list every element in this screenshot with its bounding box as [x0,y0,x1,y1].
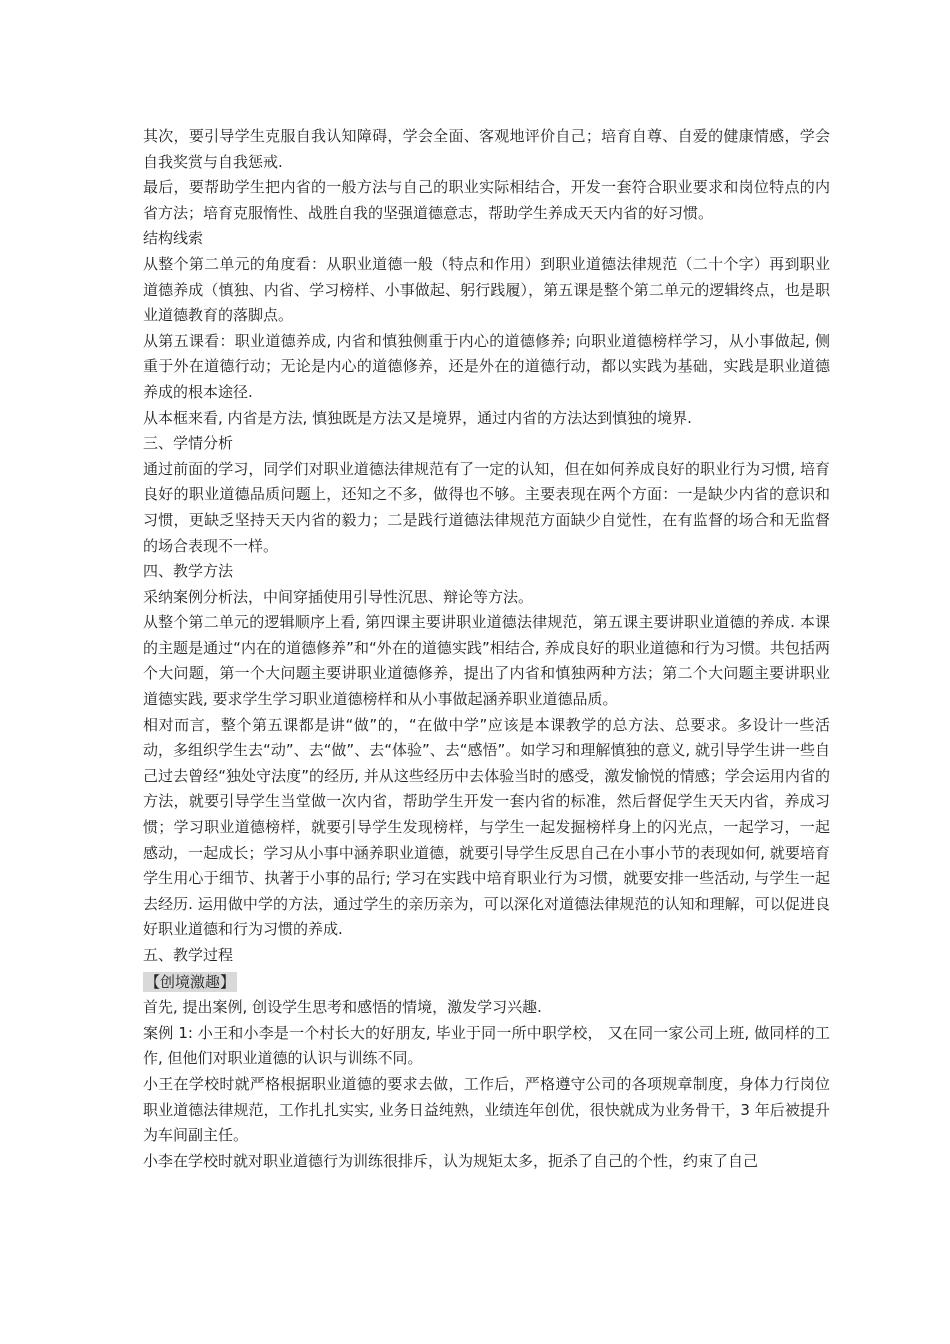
paragraph: 从整个第二单元的角度看：从职业道德一般（特点和作用）到职业道德法律规范（二十个字）再到职业道德养成（慎独、内省、学习榜样、小事做起、躬行践履），第五课是整个第二单元的逻辑终点，也是职业道德教育的落脚点。 [143,254,830,325]
paragraph: 从第五课看：职业道德养成, 内省和慎独侧重于内心的道德修养; 向职业道德榜样学习，从小事做起, 侧重于外在道德行动；无论是内心的道德修养，还是外在的道德行动，都以实践为基础，实践是职业道德养成的根本途径. [143,331,830,401]
paragraph: 其次，要引导学生克服自我认知障碍，学会全面、客观地评价自己；培育自尊、自爱的健康情感，学会自我奖赏与自我惩戒. [143,127,830,171]
paragraph: 相对而言，整个第五课都是讲“做”的，“在做中学”应该是本课教学的总方法、总要求。多设计一些活动，多组织学生去“动”、去“做”、去“体验”、去“感悟”。如学习和理解慎独的意义, 就引导学生讲一些自己过去曾经“独处守法度”的经历, 并从这些经历中去体验当时的感受，激发愉悦的情感；学会运用内省的方法，就要引导学生当堂做一次内省，帮助学生开发一套内省的标准，然后督促学生天天内省，养成习惯；学习职业道德榜样，就要引导学生发现榜样，与学生一起发掘榜样身上的闪光点，一起学习，一起感动，一起成长；学习从小事中涵养职业道德，就要引导学生反思自己在小事小节的表现如何, 就要培育学生用心于细节、执著于小事的品行; 学习在实践中培育职业行为习惯，就要安排一些活动, 与学生一起去经历. 运用做中学的方法，通过学生的亲历亲为，可以深化对道德法律规范的认知和理解，可以促进良好职业道德和行为习惯的养成. [143,715,830,939]
highlighted-tag-row [143,969,830,996]
document-page [143,124,830,1174]
section-heading: 结构线索 [143,229,204,248]
paragraph: 小李在学校时就对职业道德行为训练很排斥，认为规矩太多，扼杀了自己的个性，约束了自己 [143,1151,759,1170]
paragraph: 从整个第二单元的逻辑顺序上看, 第四课主要讲职业道德法律规范，第五课主要讲职业道德的养成. 本课的主题是通过“内在的道德修养”和“外在的道德实践”相结合, 养成良好的职业道德和行为习惯。共包括两个大问题，第一个大问题主要讲职业道德修养，提出了内省和慎独两种方法；第二个大问题主要讲职业道德实践, 要求学生学习职业道德榜样和从小事做起涵养职业道德品质。 [143,613,830,709]
section-heading: 五、教学过程 [143,946,234,964]
paragraph: 案例 1: 小王和小李是一个村长大的好朋友, 毕业于同一所中职学校， 又在同一家公司上班, 做同样的工作, 但他们对职业道德的认识与训练不同。 [143,1023,830,1068]
paragraph: 从本框来看, 内省是方法, 慎独既是方法又是境界，通过内省的方法达到慎独的境界. [143,408,692,427]
paragraph: 小王在学校时就严格根据职业道德的要求去做，工作后，严格遵守公司的各项规章制度，身体力行岗位职业道德法律规范，工作扎扎实实, 业务日益纯熟，业绩连年创优，很快就成为业务骨干，3 年后被提升为车间副主任。 [143,1074,830,1145]
paragraph: 首先, 提出案例, 创设学生思考和感悟的情境，激发学习兴趣. [143,998,542,1017]
paragraph: 最后，要帮助学生把内省的一般方法与自己的职业实际相结合，开发一套符合职业要求和岗位特点的内省方法；培育克服惰性、战胜自我的坚强道德意志，帮助学生养成天天内省的好习惯。 [143,178,830,222]
section-heading: 四、教学方法 [143,562,234,581]
paragraph: 采纳案例分析法，中间穿插使用引导性沉思、辩论等方法。 [143,587,534,606]
paragraph: 通过前面的学习，同学们对职业道德法律规范有了一定的认知，但在如何养成良好的职业行为习惯, 培育良好的职业道德品质问题上，还知之不多，做得也不够。主要表现在两个方面：一是缺少内省的意识和习惯，更缺乏坚持天天内省的毅力；二是践行道德法律规范方面缺少自觉性，在有监督的场合和无监督的场合表现不一样。 [143,459,830,555]
section-heading: 三、学情分析 [143,434,234,453]
highlighted-tag: 【创境激趣】 [145,972,236,991]
